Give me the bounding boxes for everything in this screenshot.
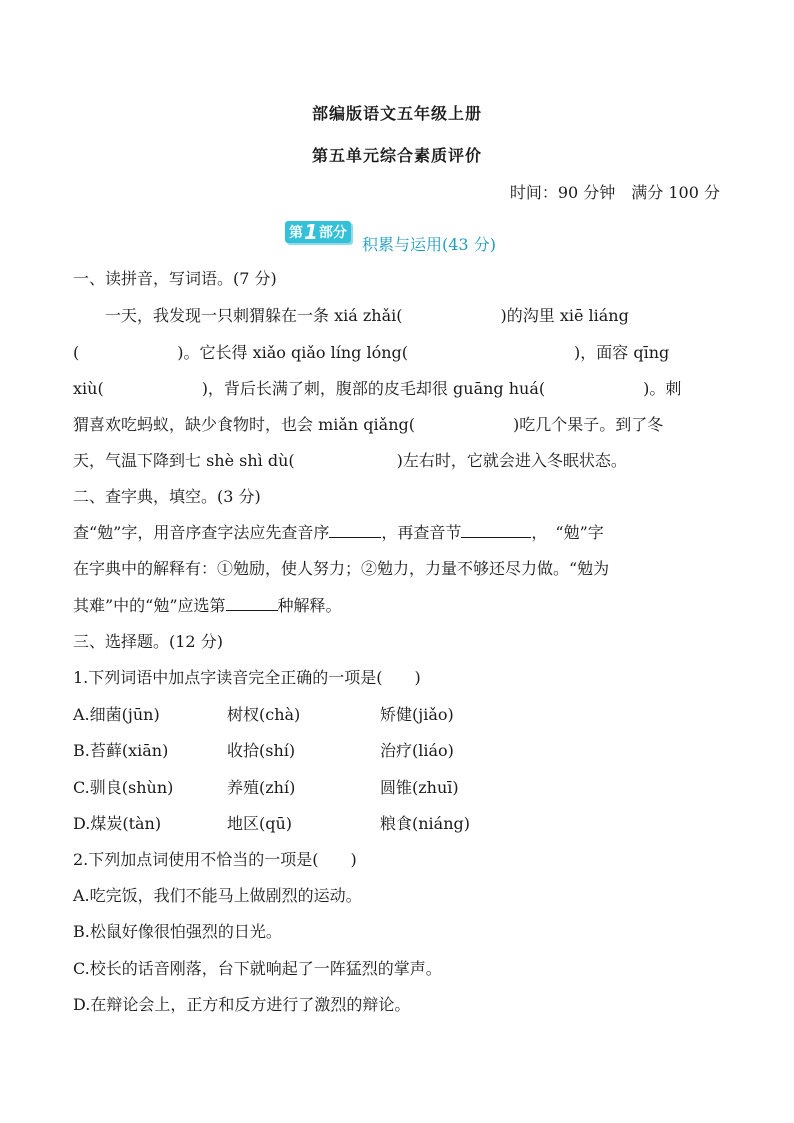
document-title: 部编版语文五年级上册 bbox=[311, 104, 482, 123]
q2-line-2: 在字典中的解释有：①勉励，使人努力；②勉力，力量不够还尽力做。“勉为 bbox=[73, 559, 610, 578]
part-badge-number: 1 bbox=[304, 220, 318, 244]
q2-line-1: 查“勉”字，用音序查字法应先查音序 ，再查音节 ， “勉”字 bbox=[73, 523, 604, 542]
q3-item2-option-b[interactable]: B.松鼠好像很怕强烈的日光。 bbox=[73, 922, 282, 941]
option-c-word-1[interactable]: C.驯良(shùn) bbox=[73, 778, 174, 797]
part-badge bbox=[285, 221, 351, 243]
option-d-word-1[interactable]: D.煤炭(tàn) bbox=[73, 814, 162, 833]
q1-line-3: xiù( )，背后长满了刺，腹部的皮毛却很 guāng huá( )。刺 bbox=[73, 379, 682, 398]
option-a-word-3: 矫健(jiǎo) bbox=[380, 705, 454, 724]
q1-line-2: ( )。它长得 xiǎo qiǎo líng lóng( )，面容 qīng bbox=[73, 343, 670, 362]
q3-heading: 三、选择题。(12 分) bbox=[73, 632, 223, 651]
q3-item2-stem: 2.下列加点词使用不恰当的一项是( ) bbox=[73, 850, 357, 869]
answer-blank[interactable] bbox=[226, 596, 278, 611]
part-badge-suffix: 部分 bbox=[318, 225, 347, 241]
q1-heading: 一、读拼音，写词语。(7 分) bbox=[73, 269, 277, 288]
q3-item2-option-a[interactable]: A.吃完饭，我们不能马上做剧烈的运动。 bbox=[73, 886, 362, 905]
option-d-word-2: 地区(qū) bbox=[227, 814, 293, 833]
q2-heading: 二、查字典，填空。(3 分) bbox=[73, 487, 261, 506]
option-a-word-1[interactable]: A.细菌(jūn) bbox=[73, 705, 160, 724]
part-title: 积累与运用(43 分) bbox=[362, 235, 496, 254]
time-score-line: 时间：90 分钟 满分 100 分 bbox=[509, 183, 720, 202]
q1-line-4: 猬喜欢吃蚂蚁，缺少食物时，也会 miǎn qiǎng( )吃几个果子。到了冬 bbox=[73, 415, 664, 434]
document-subtitle: 第五单元综合素质评价 bbox=[311, 146, 482, 165]
q3-item2-option-d[interactable]: D.在辩论会上，正方和反方进行了激烈的辩论。 bbox=[73, 995, 411, 1014]
part-badge-prefix: 第 bbox=[289, 225, 303, 241]
option-b-word-1[interactable]: B.苔藓(xiān) bbox=[73, 741, 169, 760]
q3-item2-option-c[interactable]: C.校长的话音刚落，台下就响起了一阵猛烈的掌声。 bbox=[73, 959, 442, 978]
q2-line-3: 其难”中的“勉”应选第 种解释。 bbox=[73, 596, 342, 615]
option-c-word-3: 圆锥(zhuī) bbox=[380, 778, 459, 797]
option-d-word-3: 粮食(niáng) bbox=[380, 814, 470, 833]
q1-line-5: 天，气温下降到七 shè shì dù( )左右时，它就会进入冬眠状态。 bbox=[73, 451, 627, 470]
option-c-word-2: 养殖(zhí) bbox=[227, 778, 296, 797]
option-b-word-2: 收拾(shí) bbox=[227, 741, 296, 760]
answer-blank[interactable] bbox=[461, 523, 531, 538]
option-b-word-3: 治疗(liáo) bbox=[380, 741, 454, 760]
option-a-word-2: 树杈(chà) bbox=[227, 705, 301, 724]
q1-line-1: 一天，我发现一只刺猬躲在一条 xiá zhǎi( )的沟里 xiē liáng bbox=[73, 306, 629, 325]
answer-blank[interactable] bbox=[329, 523, 381, 538]
q3-item1-stem: 1.下列词语中加点字读音完全正确的一项是( ) bbox=[73, 668, 421, 687]
